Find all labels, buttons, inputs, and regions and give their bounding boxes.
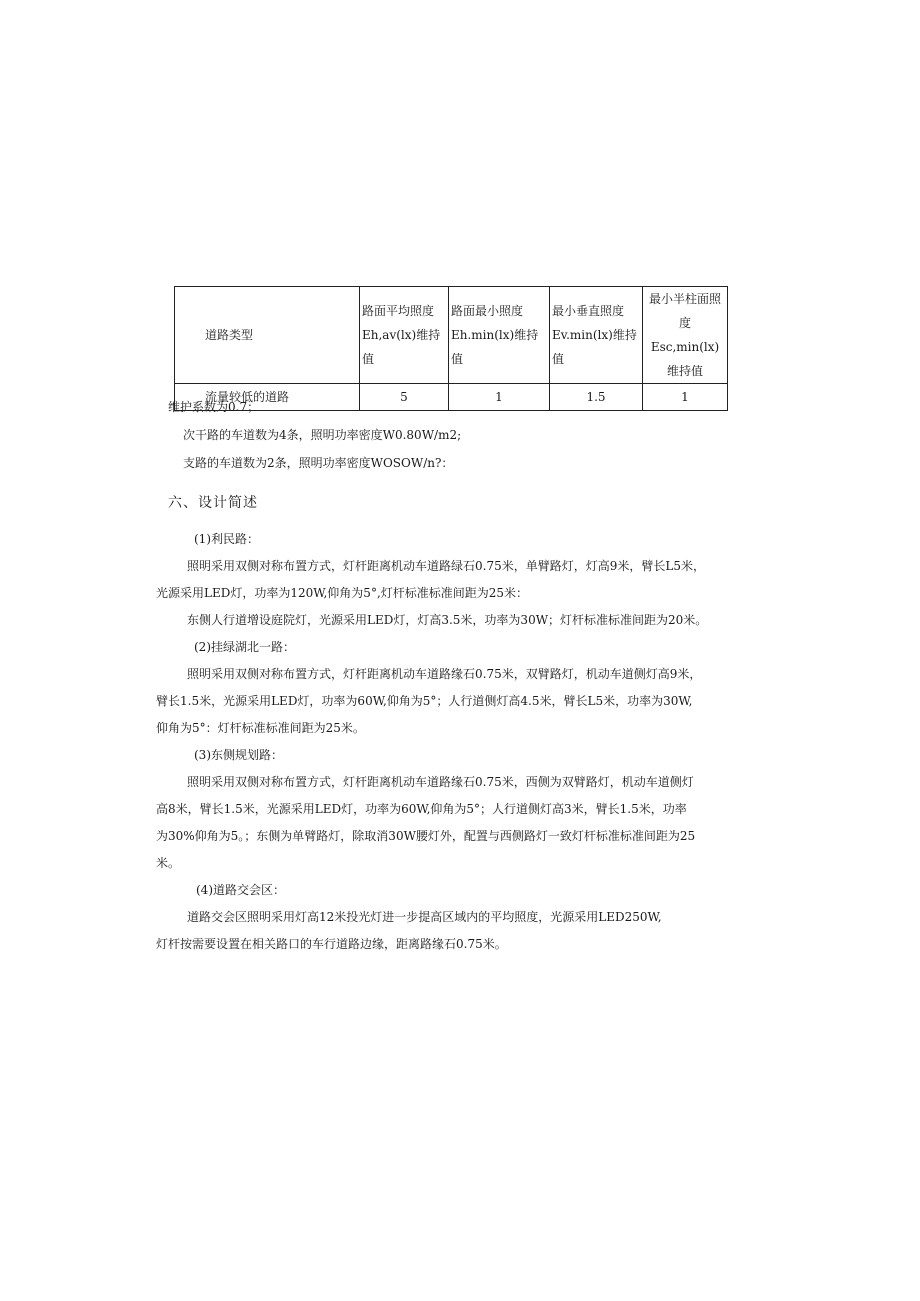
header-cell: 道路类型 bbox=[175, 287, 360, 384]
subheading: (1)利民路： bbox=[194, 532, 259, 546]
subheading: (4)道路交会区： bbox=[196, 883, 285, 897]
paragraph-line: 照明采用双侧对称布置方式，灯杆距离机动车道路绿石0.75米，单臂路灯，灯高9米，臂长L5米， bbox=[187, 559, 705, 573]
paragraph-line: 照明采用双侧对称布置方式，灯杆距离机动车道路缘石0.75米，西侧为双臂路灯，机动车道侧灯 bbox=[187, 775, 694, 789]
header-cell: 路面平均照度Eh,av(lx)维持值 bbox=[360, 287, 449, 384]
note-branch-road: 支路的车道数为2条，照明功率密度WOSOW/n?： bbox=[183, 456, 454, 470]
table-cell: 5 bbox=[360, 384, 449, 411]
illuminance-table bbox=[174, 286, 728, 411]
paragraph-line: 灯杆按需要设置在相关路口的车行道路边缘，距离路缘石0.75米。 bbox=[156, 937, 507, 951]
paragraph-line: 仰角为5°：灯杆标准标准间距为25米。 bbox=[156, 721, 365, 735]
paragraph-line: 道路交会区照明采用灯高12米投光灯进一步提高区域内的平均照度，光源采用LED250W, bbox=[187, 910, 662, 924]
paragraph-line: 为30%仰角为5。；东侧为单臂路灯，除取消30W腰灯外，配置与西侧路灯一致灯杆标准标准间距为25 bbox=[156, 829, 696, 843]
table-header-row bbox=[175, 287, 728, 384]
paragraph-line: 光源采用LED灯，功率为120W,仰角为5°,灯杆标准标准间距为25米： bbox=[156, 586, 529, 600]
paragraph-line: 高8米，臂长1.5米，光源采用LED灯，功率为60W,仰角为5°；人行道侧灯高3米，臂长1.5米，功率 bbox=[156, 802, 687, 816]
note-secondary-road: 次干路的车道数为4条，照明功率密度W0.80W/m2; bbox=[183, 428, 462, 442]
header-cell: 路面最小照度Eh.min(lx)维持值 bbox=[449, 287, 550, 384]
note-maintenance-factor: 维护系数为0.7； bbox=[168, 400, 260, 414]
table-cell: 1.5 bbox=[550, 384, 643, 411]
section-title: 六、设计简述 bbox=[168, 495, 258, 511]
subheading: (3)东侧规划路： bbox=[194, 748, 283, 762]
header-cell: 最小半柱面照度Esc,min(lx)维持值 bbox=[643, 287, 728, 384]
table-cell: 1 bbox=[449, 384, 550, 411]
header-cell: 最小垂直照度Ev.min(lx)维持值 bbox=[550, 287, 643, 384]
table-cell: 流量较低的道路 bbox=[175, 384, 360, 411]
paragraph-line: 照明采用双侧对称布置方式，灯杆距离机动车道路缘石0.75米，双臂路灯，机动车道侧灯高9米， bbox=[187, 667, 702, 681]
paragraph-line: 臂长1.5米，光源采用LED灯，功率为60W,仰角为5°；人行道侧灯高4.5米，臂长L5米，功率为30W, bbox=[156, 694, 693, 708]
paragraph-line: 米。 bbox=[156, 856, 181, 870]
paragraph-line: 东侧人行道增设庭院灯，光源采用LED灯，灯高3.5米，功率为30W；灯杆标准标准间距为20米。 bbox=[187, 613, 708, 627]
subheading: (2)挂绿湖北一路： bbox=[194, 640, 295, 654]
table-cell: 1 bbox=[643, 384, 728, 411]
